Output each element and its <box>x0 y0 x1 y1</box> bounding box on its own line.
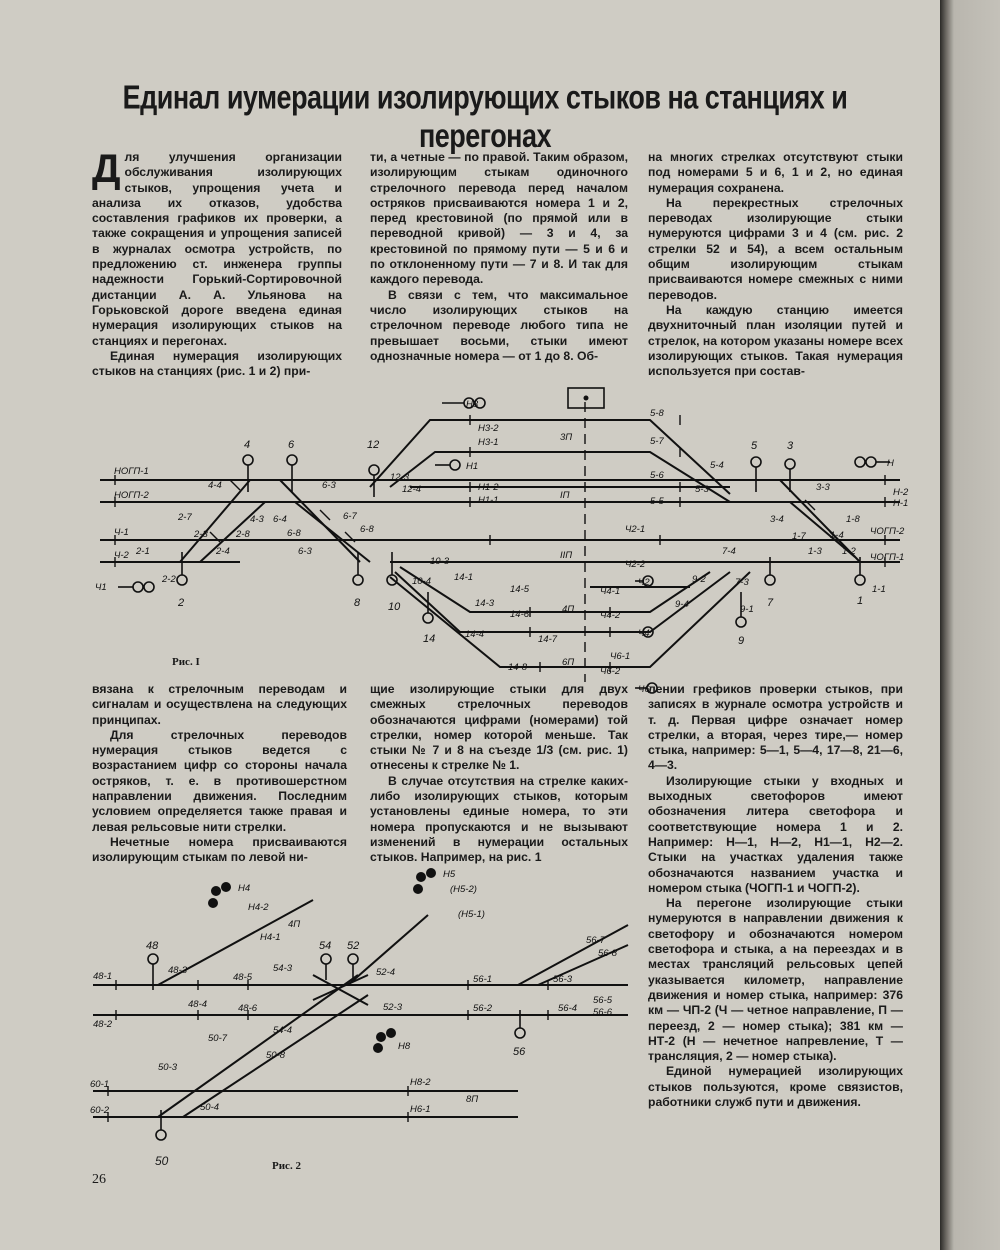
svg-text:4-4: 4-4 <box>208 480 222 491</box>
svg-text:2-7: 2-7 <box>178 512 192 523</box>
svg-text:5-8: 5-8 <box>650 408 664 419</box>
svg-text:7: 7 <box>767 597 774 609</box>
svg-text:8: 8 <box>354 597 361 609</box>
svg-text:6: 6 <box>288 439 295 451</box>
svg-text:Н: Н <box>887 458 894 469</box>
svg-text:Н3-1: Н3-1 <box>478 437 499 448</box>
svg-text:Н8-2: Н8-2 <box>410 1077 431 1088</box>
svg-text:1-8: 1-8 <box>846 514 860 525</box>
svg-text:5-5: 5-5 <box>650 496 664 507</box>
figure-2-caption: Рис. 2 <box>272 1160 301 1172</box>
figure-1-track-diagram <box>90 382 910 700</box>
svg-text:Ч4: Ч4 <box>638 628 650 639</box>
svg-text:6-8: 6-8 <box>287 528 301 539</box>
svg-text:1-3: 1-3 <box>808 546 822 557</box>
svg-text:1-2: 1-2 <box>842 546 856 557</box>
svg-text:5-4: 5-4 <box>710 460 724 471</box>
svg-text:50-7: 50-7 <box>208 1033 228 1044</box>
svg-text:50-4: 50-4 <box>200 1102 220 1113</box>
paragraph: лении грефиков проверки стыков, при записях в журнале осмотра устройств и т. д. Первая цифре означает номер стрелки, а вторая, через тире,— номер стыка, например: 5—1, 5—4, 17—8, 21—6, 4—3. <box>648 682 903 773</box>
svg-text:Ч4-1: Ч4-1 <box>600 586 621 597</box>
svg-text:1-7: 1-7 <box>792 531 806 542</box>
svg-text:Ч2-1: Ч2-1 <box>625 524 646 535</box>
paragraph: Единой нумерацией изолирующих стыков пользуются, кроме связистов, работники служб пути и движения. <box>648 1064 903 1110</box>
svg-text:50-8: 50-8 <box>266 1050 286 1061</box>
svg-text:5-6: 5-6 <box>650 470 664 481</box>
column-2-bottom <box>370 682 628 866</box>
svg-text:2-1: 2-1 <box>136 546 150 557</box>
svg-text:Н1-2: Н1-2 <box>478 482 499 493</box>
svg-text:54-4: 54-4 <box>273 1025 293 1036</box>
column-2-top <box>370 150 628 364</box>
svg-text:3П: 3П <box>560 432 573 443</box>
svg-text:14-5: 14-5 <box>510 584 530 595</box>
svg-text:12-3: 12-3 <box>390 472 410 483</box>
svg-text:2-4: 2-4 <box>216 546 230 557</box>
svg-text:(Н5-2): (Н5-2) <box>450 884 477 895</box>
svg-text:10: 10 <box>388 601 401 613</box>
svg-text:4: 4 <box>244 439 251 451</box>
column-1-bottom <box>92 682 347 866</box>
svg-text:IП: IП <box>560 490 570 501</box>
svg-text:4П: 4П <box>288 919 301 930</box>
paragraph: ля улучшения организации обслуживания изолирующих стыков, упрощения учета и анализа их отказов, удобства составления графиков их проверки, а также сокращения и упрощения записей в журналах осмотра устройств, по предложению ст. инженера группы надежности Горький-Сортировочной дистанции А. А. Ульянова на Горьковской дороге введена единая нумерация изолирующих стыков на станциях и перегонах. <box>92 150 342 348</box>
svg-text:1: 1 <box>857 595 864 607</box>
svg-text:Н-1: Н-1 <box>893 498 909 509</box>
paragraph: В связи с тем, что максимальное число изолирующих стыков на стрелочном переводе любого типа не превышает восьми, стыки имеют однозначные номера — от 1 до 8. Об- <box>370 287 628 363</box>
svg-text:2-3: 2-3 <box>194 529 208 540</box>
column-3-bottom <box>648 682 903 1110</box>
svg-text:56-3: 56-3 <box>553 974 573 985</box>
svg-text:Н6-1: Н6-1 <box>410 1104 431 1115</box>
paragraph: На перегоне изолирующие стыки нумеруются в направлении движения к светофору и обозначаются номером светофора и стыка, а на переездах и в местах трансляций рельсовых цепей указывается километр, направление движения и номер стыка, например: 376 км — ЧП-2 (Ч — четное направление, П — переезд, 2 — номер стыка); 381 км — НТ-2 (Н — нечетное напревление, Т — трансляция, 2 — номер стыка). <box>648 896 903 1064</box>
paragraph: На каждую станцию имеется двухниточный план изоляции путей и стрелок, на котором указаны номере всех изолирующих стыков. Такая нумерация используется при состав- <box>648 302 903 379</box>
svg-text:12: 12 <box>367 439 380 451</box>
svg-text:Ч6-1: Ч6-1 <box>610 651 631 662</box>
svg-text:Ч-1: Ч-1 <box>114 527 129 538</box>
svg-text:14: 14 <box>423 633 436 645</box>
svg-text:Н4-1: Н4-1 <box>260 932 281 943</box>
svg-text:48-3: 48-3 <box>168 965 188 976</box>
paragraph: На перекрестных стрелочных переводах изолирующие стыки нумеруются цифрами 3 и 4 (см. рис. 2 стрелки 52 и 54), а всем остальным общим изолирующим стыкам присваиваются номере смежных с ними переводов. <box>648 195 903 302</box>
svg-text:Н-2: Н-2 <box>893 487 909 498</box>
svg-text:8П: 8П <box>466 1094 479 1105</box>
svg-text:56-4: 56-4 <box>558 1003 578 1014</box>
column-3-top <box>648 150 903 379</box>
svg-text:НОГП-2: НОГП-2 <box>114 490 149 501</box>
svg-text:6П: 6П <box>562 657 575 668</box>
svg-text:56-5: 56-5 <box>593 995 613 1006</box>
paragraph: В случае отсутствия на стрелке каких-либо изолирующих стыков, которым установлены единые номера, то эти номера пропускаются и не вызывают изменений в нумерации остальных стыков. Например, на рис. 1 <box>370 773 628 865</box>
svg-text:Н4: Н4 <box>238 883 251 894</box>
svg-text:56-6: 56-6 <box>593 1007 613 1018</box>
svg-text:48: 48 <box>146 940 159 952</box>
paragraph: Для стрелочных переводов нумерация стыков ведется с возрастанием цифр со стороны начала остряков, т. е. в противошерстном направлении движения. Последним условием определяется также правая и левая рельсовые нити стрелки. <box>92 727 347 834</box>
svg-text:54: 54 <box>319 940 332 952</box>
svg-text:Н1: Н1 <box>466 461 479 472</box>
svg-text:14-1: 14-1 <box>454 572 474 583</box>
svg-text:2-2: 2-2 <box>162 574 176 585</box>
svg-text:6-3: 6-3 <box>298 546 312 557</box>
svg-text:ЧОГП-1: ЧОГП-1 <box>870 552 905 563</box>
svg-text:52: 52 <box>347 940 360 952</box>
svg-text:10-3: 10-3 <box>430 556 450 567</box>
svg-text:ЧОГП-2: ЧОГП-2 <box>870 526 905 537</box>
svg-text:4-3: 4-3 <box>250 514 264 525</box>
svg-text:1-1: 1-1 <box>872 584 886 595</box>
svg-text:60-1: 60-1 <box>90 1079 110 1090</box>
svg-text:9-1: 9-1 <box>740 604 754 615</box>
switch-50-label: 50 <box>155 1154 169 1168</box>
svg-text:56-1: 56-1 <box>473 974 493 985</box>
svg-text:14-8: 14-8 <box>508 662 528 673</box>
adjacent-page-edge <box>940 0 1000 1250</box>
svg-text:Н3-2: Н3-2 <box>478 423 499 434</box>
svg-text:(Н5-1): (Н5-1) <box>458 909 485 920</box>
column-1-top <box>92 147 342 379</box>
svg-text:3-3: 3-3 <box>816 482 830 493</box>
svg-text:Н8: Н8 <box>398 1041 411 1052</box>
svg-text:IIП: IIП <box>560 550 573 561</box>
svg-text:6-4: 6-4 <box>273 514 287 525</box>
svg-text:14-6: 14-6 <box>510 609 530 620</box>
svg-text:9-4: 9-4 <box>675 599 689 610</box>
svg-text:Ч4-2: Ч4-2 <box>600 610 621 621</box>
paragraph: Единая нумерация изолирующих стыков на станциях (рис. 1 и 2) при- <box>92 348 342 379</box>
figure-2-track-diagram <box>88 855 648 1145</box>
svg-text:Ч1: Ч1 <box>95 582 107 593</box>
svg-text:9-2: 9-2 <box>692 574 706 585</box>
svg-text:Ч6-2: Ч6-2 <box>600 666 621 677</box>
svg-text:Н4-2: Н4-2 <box>248 902 269 913</box>
svg-text:6-3: 6-3 <box>322 480 336 491</box>
svg-text:56-2: 56-2 <box>473 1003 493 1014</box>
svg-text:5: 5 <box>751 440 758 452</box>
svg-text:Н1-1: Н1-1 <box>478 495 499 506</box>
svg-text:10-4: 10-4 <box>412 576 432 587</box>
svg-text:Ч-2: Ч-2 <box>114 550 129 561</box>
svg-text:4П: 4П <box>562 604 575 615</box>
svg-text:50-3: 50-3 <box>158 1062 178 1073</box>
page-number: 26 <box>92 1172 106 1187</box>
svg-text:6-7: 6-7 <box>343 511 357 522</box>
paragraph: вязана к стрелочным переводам и сигналам и осуществлена на следующих принципах. <box>92 682 347 727</box>
svg-text:48-5: 48-5 <box>233 972 253 983</box>
svg-text:Ч2: Ч2 <box>638 577 650 588</box>
svg-text:Ч6: Ч6 <box>638 684 650 695</box>
drop-cap: Д <box>92 147 121 191</box>
svg-text:НОГП-1: НОГП-1 <box>114 466 149 477</box>
svg-text:14-4: 14-4 <box>465 629 485 640</box>
svg-text:Н3: Н3 <box>466 399 479 410</box>
figure-1-caption: Рис. I <box>172 656 200 668</box>
svg-text:7-3: 7-3 <box>735 577 749 588</box>
svg-text:48-4: 48-4 <box>188 999 208 1010</box>
svg-text:48-2: 48-2 <box>93 1019 113 1030</box>
svg-text:52-4: 52-4 <box>376 967 396 978</box>
svg-text:14-7: 14-7 <box>538 634 558 645</box>
svg-text:3-4: 3-4 <box>770 514 784 525</box>
svg-text:5-3: 5-3 <box>695 484 709 495</box>
paragraph: Нечетные номера присваиваются изолирующим стыкам по левой ни- <box>92 834 347 865</box>
svg-text:48-1: 48-1 <box>93 971 113 982</box>
svg-text:Ч2-2: Ч2-2 <box>625 559 646 570</box>
svg-text:48-6: 48-6 <box>238 1003 258 1014</box>
svg-text:12-4: 12-4 <box>402 484 422 495</box>
svg-text:2-8: 2-8 <box>236 529 250 540</box>
paragraph: ти, а четные — по правой. Таким образом, изолирующим стыкам одиночного стрелочного перевода перед началом остряков присваиваются номера 1 и 2, перед крестовиной (по прямой или в переводной кривой) — 3 и 4, за крестовиной по прямому пути — 5 и 6 и по отклоненному пути — 7 и 8. И так для каждого перевода. <box>370 150 628 287</box>
svg-text:56-7: 56-7 <box>586 935 606 946</box>
svg-text:56: 56 <box>513 1046 526 1058</box>
svg-text:7-4: 7-4 <box>722 546 736 557</box>
svg-text:54-3: 54-3 <box>273 963 293 974</box>
svg-text:9: 9 <box>738 635 745 647</box>
paragraph: Изолирующие стыки у входных и выходных светофоров имеют обозначения литера светофора и соответствующие номера 1 и 2. Например: Н—1, Н—2, Н1—1, Н2—2. Стыки на участках удаления также обозначаются названием участка и номером стыка (ЧОГП-1 и ЧОГП-2). <box>648 773 903 895</box>
svg-text:5-7: 5-7 <box>650 436 664 447</box>
svg-text:3: 3 <box>787 440 794 452</box>
paragraph: щие изолирующие стыки для двух смежных стрелочных переводов обозначаются цифрами (номерами) той стрелки, номер которой меньше. Так стыки № 7 и 8 на съезде 1/3 (см. рис. 1) отнесены к стрелке № 1. <box>370 682 628 773</box>
svg-text:52-3: 52-3 <box>383 1002 403 1013</box>
svg-text:1-4: 1-4 <box>830 530 844 541</box>
svg-text:Н5: Н5 <box>443 869 456 880</box>
svg-text:2: 2 <box>178 597 185 609</box>
svg-text:14-3: 14-3 <box>475 598 495 609</box>
svg-text:56-8: 56-8 <box>598 948 618 959</box>
svg-text:6-8: 6-8 <box>360 524 374 535</box>
svg-text:60-2: 60-2 <box>90 1105 110 1116</box>
paragraph: на многих стрелках отсутствуют стыки под номерами 5 и 6, 1 и 2, но единая нумерация сохранена. <box>648 150 903 195</box>
article-title: Единал иумерации изолирующих стыков на станциях и перегонах <box>122 78 848 155</box>
